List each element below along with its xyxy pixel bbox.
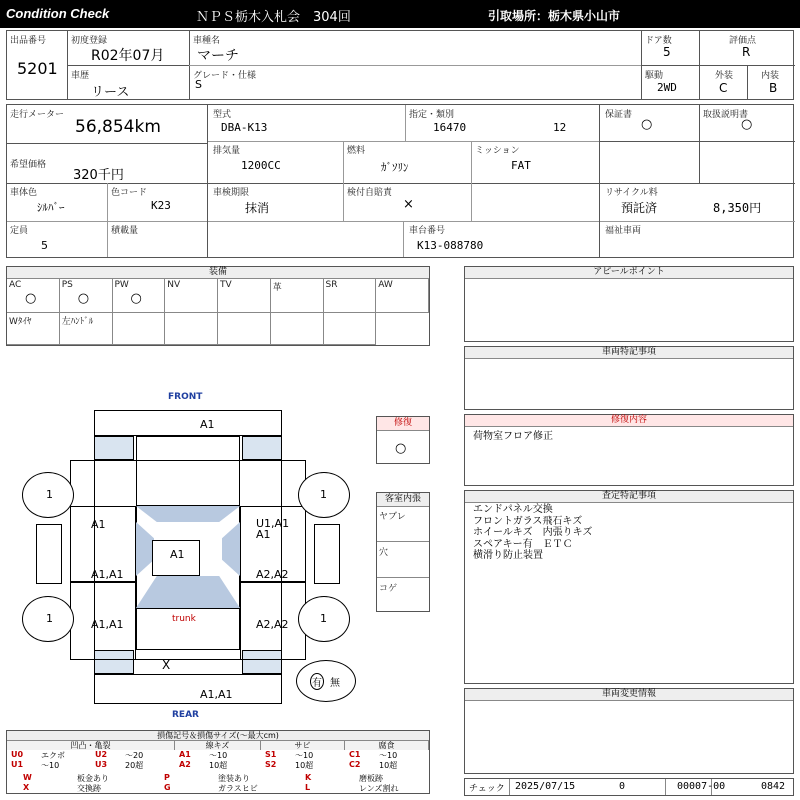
legend-code: P: [164, 773, 170, 782]
tire-fr-value: 1: [320, 488, 327, 501]
color-code-label: 色コード: [111, 188, 148, 198]
legend-code: U3: [95, 760, 108, 769]
pickup-place: 引取場所：栃木県小山市: [488, 9, 621, 23]
equipment-cell: [165, 313, 218, 345]
recycle-label: リサイクル料: [605, 188, 658, 198]
equipment-mark: ○: [77, 291, 90, 306]
seats: 5: [41, 239, 48, 252]
equipment-key: SR: [325, 280, 338, 290]
rear-bumper-damage: A1,A1: [200, 688, 233, 701]
warranty-label: 保証書: [605, 110, 633, 120]
inspection-label: 車検期限: [213, 188, 250, 198]
odo: 56,854km: [75, 117, 161, 137]
equipment-key: Wﾀｲﾔ: [9, 317, 32, 327]
trunk-label: trunk: [172, 614, 196, 624]
body-label: 車体色: [10, 188, 38, 198]
odo-label: 走行メーター: [10, 110, 65, 120]
inspect-line: ホイールキズ 内張りキズ: [473, 527, 593, 538]
insurance: ×: [403, 197, 414, 212]
int-label: 内装: [761, 71, 780, 81]
price-label: 希望価格: [10, 160, 47, 170]
car-name: マーチ: [197, 48, 239, 64]
inspect-line: 横滑り防止装置: [473, 550, 543, 561]
legend-code: X: [23, 783, 30, 792]
legend-desc: 10超: [295, 761, 314, 770]
welfare-label: 福祉車両: [605, 226, 642, 236]
recycle-status: 預託済: [621, 201, 658, 215]
right-quarter-damage: A2,A2: [256, 618, 289, 631]
first-reg-label: 初度登録: [71, 36, 108, 46]
spare-present: 有: [310, 673, 324, 690]
repair-content-title: 修復内容: [465, 415, 793, 427]
inspect-title: 査定特記事項: [465, 491, 793, 503]
legend-desc: エクボ: [41, 751, 65, 760]
equipment-cell: [218, 313, 271, 345]
first-reg: R02年07月: [91, 48, 165, 64]
score-label: 評価点: [729, 36, 757, 46]
equipment-title: 装備: [7, 267, 429, 279]
front-label: FRONT: [168, 392, 203, 402]
equipment-mark: ○: [25, 291, 37, 306]
legend-desc: 〜10: [379, 751, 398, 760]
legend-group-title: 線キズ: [175, 741, 261, 750]
model: DBA-K13: [221, 121, 268, 134]
legend-code: K: [305, 773, 312, 782]
repair-box: [376, 416, 430, 464]
drive: 2WD: [657, 81, 677, 94]
mission: FAT: [511, 159, 531, 172]
repair-content-panel: [464, 414, 794, 486]
legend-code: G: [164, 783, 171, 792]
grade: S: [195, 78, 202, 91]
equipment-cell: [376, 279, 429, 313]
equipment-cell: [218, 279, 271, 313]
manual-label: 取扱説明書: [703, 110, 749, 120]
cc: 1200CC: [241, 159, 281, 172]
equipment-cell: [7, 313, 60, 345]
equipment-cell: [113, 279, 166, 313]
equipment-cell: [271, 313, 324, 345]
spare-tire-icon: [296, 660, 356, 702]
interior-item-burn: コゲ: [379, 584, 398, 594]
equipment-key: NV: [167, 280, 181, 290]
legend-desc: 板金あり: [77, 774, 109, 783]
ext-label: 外装: [715, 71, 734, 81]
inspection: 抹消: [245, 201, 270, 215]
equipment-cell: [271, 279, 324, 313]
roof-damage: A1: [170, 548, 185, 561]
history: リース: [91, 85, 130, 100]
legend-group-title: 腐食: [345, 741, 429, 750]
interior-box: [376, 492, 430, 612]
repair-label: 修復: [377, 417, 429, 431]
legend-desc: 〜10: [295, 751, 314, 760]
legend-desc: 塗装あり: [218, 774, 250, 783]
legend-desc: 交換跡: [77, 784, 101, 793]
cc-label: 排気量: [213, 146, 241, 156]
repair-mark: ○: [395, 441, 407, 456]
hood-damage: A1: [200, 418, 215, 431]
equipment-key: 革: [272, 283, 282, 293]
legend-desc: 〜10: [209, 751, 228, 760]
load-label: 積載量: [111, 226, 139, 236]
legend-desc: 10超: [209, 761, 228, 770]
drive-label: 駆動: [645, 71, 664, 81]
footer-num: 0842: [761, 781, 786, 792]
equipment-cell: [60, 313, 113, 345]
equipment-key: AC: [9, 280, 22, 290]
damage-legend: [6, 730, 430, 794]
check-label: チェック: [469, 784, 505, 794]
legend-desc: ガラスヒビ: [218, 784, 258, 793]
legend-desc: 〜10: [41, 761, 60, 770]
chassis: K13-088780: [417, 239, 484, 252]
lot-number: 5201: [17, 59, 58, 78]
interior-item-hole: 穴: [379, 548, 389, 558]
header-bar: [0, 0, 800, 28]
equipment-cell: [60, 279, 113, 313]
legend-title: 損傷記号＆損傷サイズ(〜最大cm): [7, 731, 429, 741]
legend-code: L: [305, 783, 311, 792]
fuel-label: 燃料: [347, 146, 366, 156]
auction-name: ＮＰＳ栃木入札会 304回: [196, 10, 351, 25]
rear-label: REAR: [172, 710, 199, 720]
inspect-line: エンドパネル交換: [473, 504, 553, 515]
mission-label: ミッション: [475, 146, 520, 156]
equipment-cell: [7, 279, 60, 313]
legend-code: A2: [179, 760, 191, 769]
color-code: K23: [151, 199, 171, 212]
legend-code: W: [23, 773, 32, 782]
rear-panel-damage: X: [162, 658, 171, 672]
spec-grid: [6, 104, 794, 258]
lot-number-label: 出品番号: [10, 36, 47, 46]
manual: ○: [741, 117, 753, 132]
legend-desc: 20超: [125, 761, 144, 770]
recycle-amount: 8,350円: [713, 201, 762, 215]
footer-bar: [464, 778, 794, 796]
legend-group-title: サビ: [261, 741, 345, 750]
equipment-cell: [165, 279, 218, 313]
right-rear-door-damage: A2,A2: [256, 568, 289, 581]
tire-rl-value: 1: [46, 612, 53, 625]
top-info: [6, 30, 794, 100]
footer-code: 00007-00: [677, 781, 726, 792]
change-panel: [464, 688, 794, 774]
legend-desc: 10超: [379, 761, 398, 770]
warranty: ○: [641, 117, 653, 132]
legend-desc: 磨板跡: [359, 774, 383, 783]
ext: C: [719, 81, 728, 95]
equipment-cell: [324, 313, 377, 345]
interior-label: 客室内張: [377, 493, 429, 507]
type-a: 16470: [433, 121, 467, 134]
legend-group-title: 凹凸・亀裂: [7, 741, 175, 750]
left-rear-door-damage: A1,A1: [91, 568, 124, 581]
change-title: 車両変更情報: [465, 689, 793, 701]
legend-code: S2: [265, 760, 277, 769]
equipment-key: 左ﾊﾝﾄﾞﾙ: [61, 317, 94, 327]
legend-code: C1: [349, 750, 361, 759]
history-label: 車歴: [71, 71, 90, 81]
equipment-table: [6, 266, 430, 346]
special-panel: [464, 346, 794, 410]
inspect-line: スペアキー有 ＥＴＣ: [473, 538, 573, 550]
fuel: ｶﾞｿﾘﾝ: [381, 161, 409, 174]
equipment-key: AW: [378, 280, 393, 290]
equipment-mark: ○: [130, 291, 142, 306]
doors: 5: [663, 45, 671, 59]
doors-label: ドア数: [645, 36, 672, 46]
legend-code: A1: [179, 750, 191, 759]
body: ｼﾙﾊﾞｰ: [37, 201, 65, 214]
equipment-key: PS: [61, 280, 73, 290]
price: 320千円: [73, 168, 124, 183]
special-title: 車両特記事項: [465, 347, 793, 359]
check-num: 0: [619, 781, 626, 792]
appeal-title: アピールポイント: [465, 267, 793, 279]
legend-desc: レンズ割れ: [359, 784, 399, 793]
inspect-panel: [464, 490, 794, 684]
grade-label: グレード・仕様: [193, 71, 257, 81]
inspect-line: フロントガラス飛石キズ: [473, 515, 583, 527]
legend-code: C2: [349, 760, 361, 769]
score: R: [742, 45, 751, 59]
car-name-label: 車種名: [193, 36, 221, 46]
type-label: 指定・類別: [409, 110, 455, 120]
equipment-cell: [324, 279, 377, 313]
model-label: 型式: [213, 110, 232, 120]
check-date: 2025/07/15: [515, 781, 576, 792]
legend-desc: 〜20: [125, 751, 144, 760]
interior-item-tear: ヤブレ: [379, 512, 406, 522]
spare-none: 無: [330, 678, 340, 689]
appeal-panel: [464, 266, 794, 342]
tire-rr-value: 1: [320, 612, 327, 625]
form-title: Condition Check: [6, 6, 110, 21]
legend-code: U1: [11, 760, 24, 769]
int: B: [769, 81, 778, 95]
chassis-label: 車台番号: [409, 226, 446, 236]
legend-code: U2: [95, 750, 108, 759]
left-quarter-damage: A1,A1: [91, 618, 124, 631]
right-front-door-damage: U1,A1 A1: [256, 517, 290, 541]
legend-code: S1: [265, 750, 277, 759]
seats-label: 定員: [10, 226, 29, 236]
type-b: 12: [553, 121, 567, 134]
left-front-door-damage: A1: [91, 518, 106, 531]
repair-content: 荷物室フロア修正: [473, 431, 553, 442]
equipment-key: PW: [114, 280, 129, 290]
tire-fl-value: 1: [46, 488, 53, 501]
equipment-key: TV: [220, 280, 232, 290]
insurance-label: 検付自賠責: [347, 188, 393, 198]
legend-code: U0: [11, 750, 24, 759]
equipment-cell: [113, 313, 166, 345]
